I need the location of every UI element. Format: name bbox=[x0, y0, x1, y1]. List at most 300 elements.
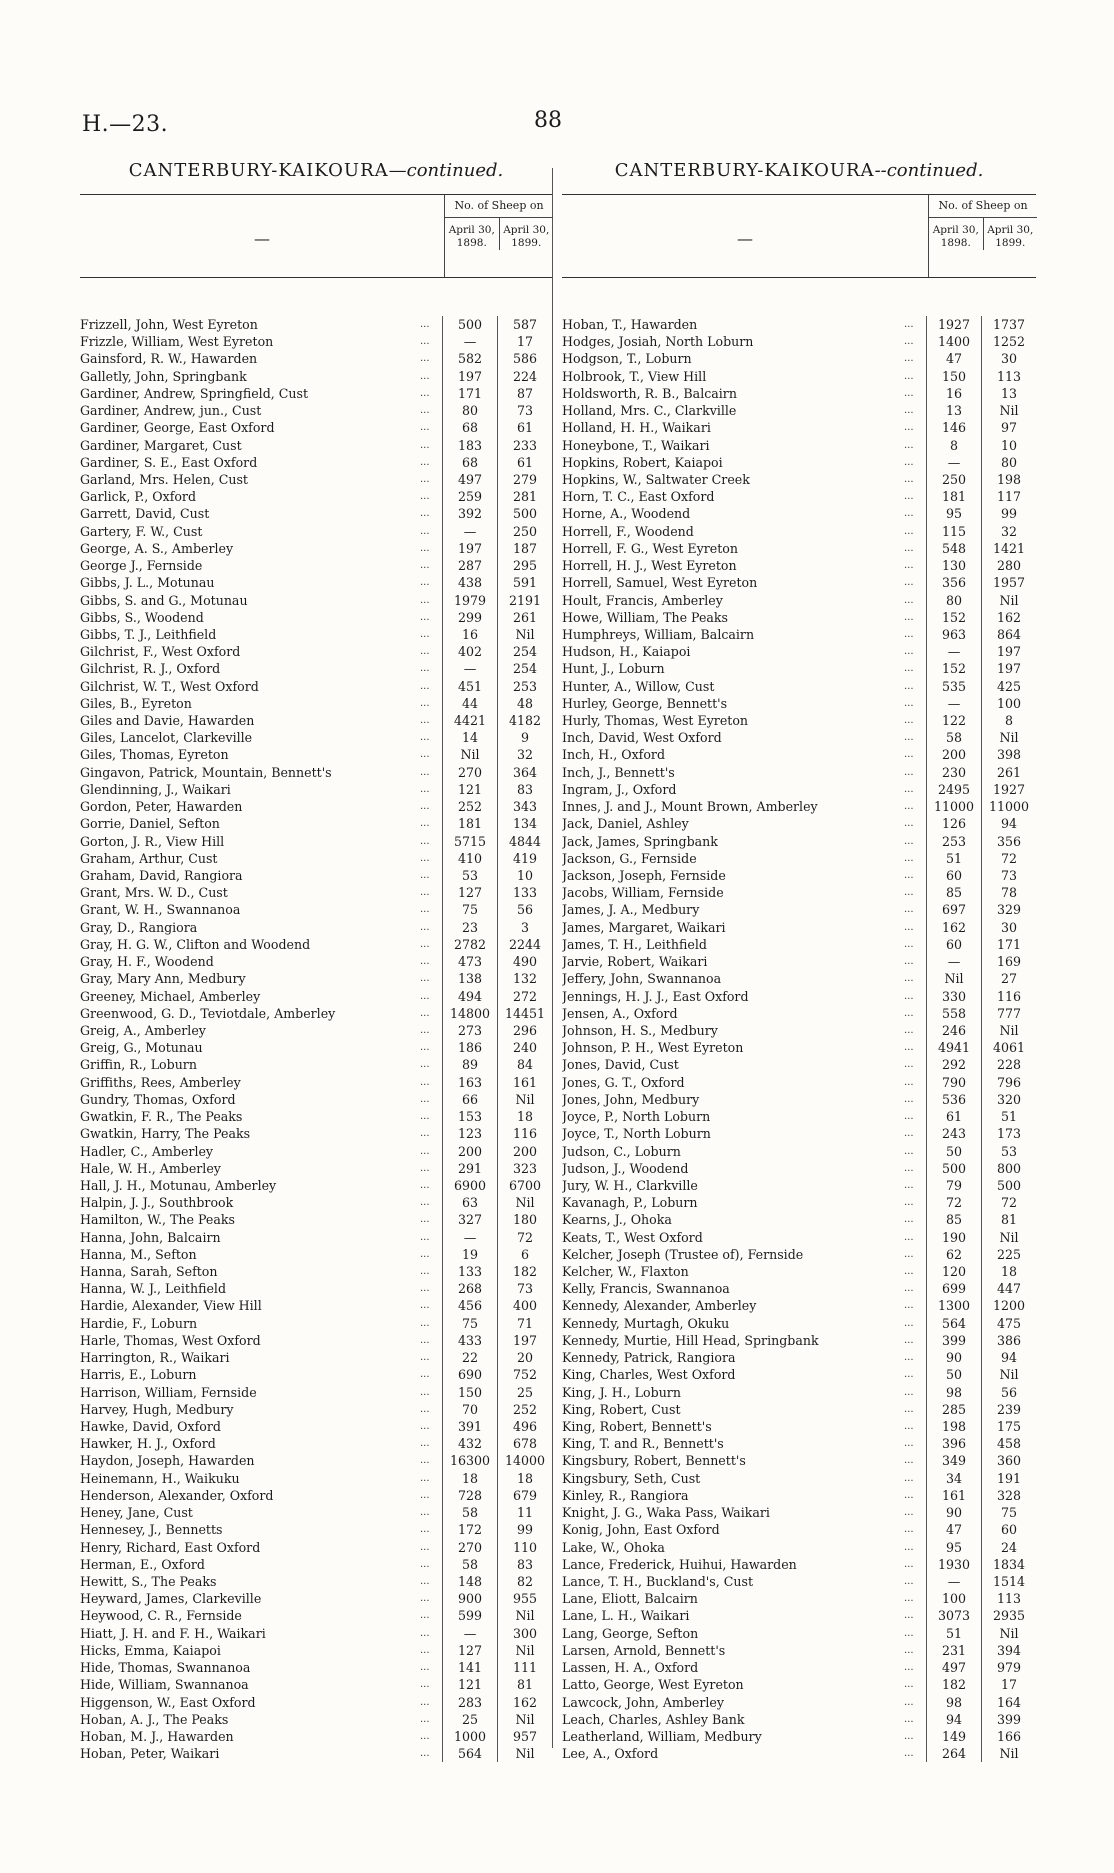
leader-dots: ... bbox=[904, 456, 914, 468]
table-row bbox=[80, 488, 552, 505]
table-row bbox=[562, 1108, 1036, 1125]
leader-dots: ... bbox=[420, 1627, 430, 1639]
owner-name: Harrington, R., Waikari bbox=[80, 1350, 230, 1366]
leader-dots: ... bbox=[420, 1317, 430, 1329]
table-row bbox=[562, 660, 1036, 677]
table-row bbox=[562, 1487, 1036, 1504]
sheep-1899: 261 bbox=[497, 609, 552, 626]
owner-name: Giles and Davie, Hawarden bbox=[80, 713, 255, 729]
sheep-1899: 1421 bbox=[981, 540, 1036, 557]
sheep-1898: 153 bbox=[442, 1108, 497, 1125]
section-title-suffix: --continued. bbox=[874, 160, 984, 181]
col-1898-header: April 30, 1898. bbox=[448, 224, 495, 249]
sheep-1899: 20 bbox=[497, 1349, 552, 1366]
table-row bbox=[562, 1642, 1036, 1659]
owner-name: Haydon, Joseph, Hawarden bbox=[80, 1453, 255, 1469]
sheep-1898: Nil bbox=[442, 746, 497, 763]
leader-dots: ... bbox=[420, 990, 430, 1002]
table-row bbox=[562, 540, 1036, 557]
section-title bbox=[562, 160, 1036, 184]
owner-name: Lance, Frederick, Huihui, Hawarden bbox=[562, 1556, 797, 1572]
table-header bbox=[80, 194, 552, 278]
owner-name: Jury, W. H., Clarkville bbox=[562, 1177, 698, 1193]
leader-dots: ... bbox=[420, 1455, 430, 1467]
owner-name: Konig, John, East Oxford bbox=[562, 1522, 720, 1538]
leader-dots: ... bbox=[904, 887, 914, 899]
sheep-1898: 98 bbox=[926, 1384, 981, 1401]
owner-name: Griffiths, Rees, Amberley bbox=[80, 1074, 241, 1090]
owner-name: Knight, J. G., Waka Pass, Waikari bbox=[562, 1505, 770, 1521]
sheep-1898: 690 bbox=[442, 1366, 497, 1383]
leader-dots: ... bbox=[420, 1197, 430, 1209]
leader-dots: ... bbox=[420, 904, 430, 916]
sheep-1898: 68 bbox=[442, 419, 497, 436]
leader-dots: ... bbox=[420, 766, 430, 778]
sheep-1898: — bbox=[926, 953, 981, 970]
table-row bbox=[562, 850, 1036, 867]
table-row bbox=[80, 1039, 552, 1056]
sheep-1899: 320 bbox=[981, 1091, 1036, 1108]
owner-name: Graham, Arthur, Cust bbox=[80, 850, 218, 866]
sheep-1899: 197 bbox=[497, 1332, 552, 1349]
sheep-1899: 500 bbox=[497, 505, 552, 522]
table-row bbox=[562, 919, 1036, 936]
sheep-1899: 281 bbox=[497, 488, 552, 505]
table-row bbox=[562, 678, 1036, 695]
sheep-1898: 2782 bbox=[442, 936, 497, 953]
sheep-1898: 4421 bbox=[442, 712, 497, 729]
right-column bbox=[562, 160, 1036, 1762]
table-row bbox=[562, 953, 1036, 970]
sheep-1898: 5715 bbox=[442, 833, 497, 850]
owner-name: Lance, T. H., Buckland's, Cust bbox=[562, 1573, 754, 1589]
leader-dots: ... bbox=[420, 491, 430, 503]
sheep-1899: 425 bbox=[981, 678, 1036, 695]
table-row bbox=[80, 1332, 552, 1349]
table-row bbox=[80, 1470, 552, 1487]
sheep-1899: 14000 bbox=[497, 1452, 552, 1469]
leader-dots: ... bbox=[420, 1024, 430, 1036]
owner-name: Hunter, A., Willow, Cust bbox=[562, 678, 715, 694]
sheep-1898: 183 bbox=[442, 437, 497, 454]
table-row bbox=[80, 695, 552, 712]
sheep-1899: 400 bbox=[497, 1297, 552, 1314]
table-row bbox=[80, 1143, 552, 1160]
table-row bbox=[80, 901, 552, 918]
leader-dots: ... bbox=[420, 1713, 430, 1725]
leader-dots: ... bbox=[904, 1334, 914, 1346]
leader-dots: ... bbox=[420, 1421, 430, 1432]
sheep-1898: 80 bbox=[442, 402, 497, 419]
sheep-1899: 161 bbox=[497, 1074, 552, 1091]
sheep-1899: 48 bbox=[497, 695, 552, 712]
leader-dots: ... bbox=[420, 1524, 430, 1536]
table-row bbox=[80, 643, 552, 660]
sheep-1899: Nil bbox=[981, 592, 1036, 609]
page-reference: H.—23. bbox=[82, 112, 169, 137]
table-row bbox=[80, 574, 552, 591]
table-row bbox=[80, 1418, 552, 1435]
sheep-1899: 51 bbox=[981, 1108, 1036, 1125]
sheep-1899: 13 bbox=[981, 385, 1036, 402]
table-row bbox=[80, 454, 552, 471]
leader-dots: ... bbox=[904, 508, 914, 520]
leader-dots: ... bbox=[904, 697, 914, 709]
sheep-1898: 268 bbox=[442, 1280, 497, 1297]
owner-name: Hurley, George, Bennett's bbox=[562, 695, 728, 711]
sheep-1899: 253 bbox=[497, 678, 552, 695]
table-row bbox=[562, 695, 1036, 712]
leader-dots: ... bbox=[904, 1248, 914, 1260]
sheep-1898: 456 bbox=[442, 1297, 497, 1314]
sheep-1898: 1979 bbox=[442, 592, 497, 609]
leader-dots: ... bbox=[420, 663, 430, 675]
sheep-1898: 1930 bbox=[926, 1556, 981, 1573]
table-row bbox=[80, 1590, 552, 1607]
sheep-1898: 25 bbox=[442, 1711, 497, 1728]
owner-name: Jackson, G., Fernside bbox=[562, 850, 697, 866]
sheep-1898: 14800 bbox=[442, 1005, 497, 1022]
sheep-1899: 30 bbox=[981, 919, 1036, 936]
leader-dots: ... bbox=[420, 1111, 430, 1123]
sheep-1898: 181 bbox=[442, 815, 497, 832]
sheep-1898: — bbox=[442, 1625, 497, 1642]
leader-dots: ... bbox=[904, 646, 914, 658]
sheep-1899: 8 bbox=[981, 712, 1036, 729]
leader-dots: ... bbox=[904, 1713, 914, 1725]
sheep-1898: 150 bbox=[926, 368, 981, 385]
table-row bbox=[562, 1745, 1036, 1762]
leader-dots: ... bbox=[420, 715, 430, 727]
sheep-1898: 123 bbox=[442, 1125, 497, 1142]
sheep-1899: 224 bbox=[497, 368, 552, 385]
leader-dots: ... bbox=[904, 422, 914, 434]
table-row bbox=[562, 1297, 1036, 1314]
owner-name: Gwatkin, Harry, The Peaks bbox=[80, 1126, 251, 1142]
sheep-1899: 4061 bbox=[981, 1039, 1036, 1056]
sheep-1898: 75 bbox=[442, 901, 497, 918]
sheep-1898: 410 bbox=[442, 850, 497, 867]
leader-dots: ... bbox=[904, 732, 914, 744]
owner-name: Harrison, William, Fernside bbox=[80, 1384, 257, 1400]
leader-dots: ... bbox=[420, 1696, 430, 1708]
leader-dots: ... bbox=[420, 1059, 430, 1071]
table-row bbox=[562, 574, 1036, 591]
leader-dots: ... bbox=[904, 1438, 914, 1450]
owner-name: Joyce, P., North Loburn bbox=[562, 1109, 711, 1125]
table-row bbox=[80, 746, 552, 763]
sheep-1898: 1927 bbox=[926, 316, 981, 333]
sheep-1898: 697 bbox=[926, 901, 981, 918]
owner-name: Leatherland, William, Medbury bbox=[562, 1728, 762, 1744]
owner-name: Greenwood, G. D., Teviotdale, Amberley bbox=[80, 1005, 336, 1021]
sheep-1899: 72 bbox=[497, 1229, 552, 1246]
sheep-1899: 679 bbox=[497, 1487, 552, 1504]
owner-name: Gundry, Thomas, Oxford bbox=[80, 1091, 236, 1107]
table-row bbox=[562, 746, 1036, 763]
owner-name: Lane, Eliott, Balcairn bbox=[562, 1591, 698, 1607]
owner-name: Howe, William, The Peaks bbox=[562, 609, 729, 625]
sheep-1899: 228 bbox=[981, 1056, 1036, 1073]
sheep-1898: 564 bbox=[926, 1315, 981, 1332]
table-row bbox=[80, 1056, 552, 1073]
sheep-1899: 2191 bbox=[497, 592, 552, 609]
sheep-1899: 81 bbox=[981, 1211, 1036, 1228]
sheep-1899: 133 bbox=[497, 884, 552, 901]
sheep-1899: 233 bbox=[497, 437, 552, 454]
leader-dots: ... bbox=[904, 1748, 914, 1760]
table-row bbox=[562, 1246, 1036, 1263]
leader-dots: ... bbox=[904, 904, 914, 916]
sheep-1899: 97 bbox=[981, 419, 1036, 436]
sheep-1899: 254 bbox=[497, 660, 552, 677]
sheep-1898: 141 bbox=[442, 1659, 497, 1676]
table-row bbox=[562, 884, 1036, 901]
table-row bbox=[562, 1160, 1036, 1177]
leader-dots: ... bbox=[420, 456, 430, 468]
sheep-1899: 73 bbox=[497, 402, 552, 419]
table-row bbox=[562, 402, 1036, 419]
owner-name: Kinley, R., Rangiora bbox=[562, 1487, 689, 1503]
owner-name: Gray, H. G. W., Clifton and Woodend bbox=[80, 936, 311, 952]
sheep-1898: 16300 bbox=[442, 1452, 497, 1469]
table-row bbox=[562, 901, 1036, 918]
owner-name: Lane, L. H., Waikari bbox=[562, 1608, 690, 1624]
leader-dots: ... bbox=[904, 1610, 914, 1622]
leader-dots: ... bbox=[904, 1472, 914, 1484]
table-row bbox=[562, 1211, 1036, 1228]
table-row bbox=[562, 505, 1036, 522]
table-row bbox=[562, 1659, 1036, 1676]
owner-name: Giles, Thomas, Eyreton bbox=[80, 747, 229, 763]
table-row bbox=[80, 1504, 552, 1521]
owner-name: Kennedy, Murtagh, Okuku bbox=[562, 1315, 730, 1331]
table-row bbox=[80, 1315, 552, 1332]
table-row bbox=[80, 1607, 552, 1624]
leader-dots: ... bbox=[420, 1662, 430, 1674]
owner-name: Kearns, J., Ohoka bbox=[562, 1212, 672, 1228]
sheep-count-header bbox=[444, 195, 553, 277]
table-row bbox=[80, 953, 552, 970]
sheep-1898: 252 bbox=[442, 798, 497, 815]
sheep-1899: 132 bbox=[497, 970, 552, 987]
owner-name: Jones, David, Cust bbox=[562, 1057, 679, 1073]
leader-dots: ... bbox=[904, 1593, 914, 1605]
sheep-1899: 587 bbox=[497, 316, 552, 333]
sheep-1898: 89 bbox=[442, 1056, 497, 1073]
owner-name: Kelcher, Joseph (Trustee of), Fernside bbox=[562, 1246, 804, 1262]
leader-dots: ... bbox=[904, 387, 914, 399]
owner-name: Hall, J. H., Motunau, Amberley bbox=[80, 1177, 277, 1193]
owner-name: Gilchrist, W. T., West Oxford bbox=[80, 678, 259, 694]
sheep-1899: 84 bbox=[497, 1056, 552, 1073]
owner-name: Lang, George, Sefton bbox=[562, 1625, 699, 1641]
sheep-1899: 116 bbox=[497, 1125, 552, 1142]
sheep-1898: 22 bbox=[442, 1349, 497, 1366]
owner-name: Hanna, Sarah, Sefton bbox=[80, 1264, 218, 1280]
table-row bbox=[562, 609, 1036, 626]
owner-name: Gardiner, George, East Oxford bbox=[80, 420, 275, 436]
sheep-1899: 279 bbox=[497, 471, 552, 488]
sheep-1898: 438 bbox=[442, 574, 497, 591]
sheep-1899: 83 bbox=[497, 781, 552, 798]
table-row bbox=[562, 1728, 1036, 1745]
sheep-1899: 272 bbox=[497, 988, 552, 1005]
leader-dots: ... bbox=[420, 387, 430, 399]
table-row bbox=[562, 1332, 1036, 1349]
sheep-1899: 796 bbox=[981, 1074, 1036, 1091]
sheep-1898: 148 bbox=[442, 1573, 497, 1590]
sheep-1898: — bbox=[926, 695, 981, 712]
owner-name: Heyward, James, Clarkeville bbox=[80, 1591, 262, 1607]
sheep-1899: Nil bbox=[497, 1194, 552, 1211]
leader-dots: ... bbox=[904, 1507, 914, 1519]
sheep-1898: 11000 bbox=[926, 798, 981, 815]
sheep-1898: 163 bbox=[442, 1074, 497, 1091]
table-row bbox=[562, 592, 1036, 609]
owner-name: Hiatt, J. H. and F. H., Waikari bbox=[80, 1625, 266, 1641]
sheep-1899: 864 bbox=[981, 626, 1036, 643]
owner-name: Johnson, P. H., West Eyreton bbox=[562, 1040, 744, 1056]
leader-dots: ... bbox=[420, 1231, 430, 1243]
owner-name: Graham, David, Rangiora bbox=[80, 868, 243, 883]
table-row bbox=[562, 867, 1036, 884]
owner-name: Kelcher, W., Flaxton bbox=[562, 1264, 689, 1280]
leader-dots: ... bbox=[420, 1472, 430, 1484]
sheep-1898: 50 bbox=[926, 1143, 981, 1160]
leader-dots: ... bbox=[420, 956, 430, 968]
owner-name: Giles, Lancelot, Clarkeville bbox=[80, 730, 253, 746]
sheep-1898: 330 bbox=[926, 988, 981, 1005]
sheep-1898: 500 bbox=[926, 1160, 981, 1177]
sheep-1898: 172 bbox=[442, 1521, 497, 1538]
owner-name: Gwatkin, F. R., The Peaks bbox=[80, 1109, 243, 1125]
owner-name: Henderson, Alexander, Oxford bbox=[80, 1487, 274, 1503]
sheep-1899: Nil bbox=[981, 402, 1036, 419]
table-row bbox=[80, 1521, 552, 1538]
sheep-1899: 113 bbox=[981, 368, 1036, 385]
table-row bbox=[80, 781, 552, 798]
table-row bbox=[80, 385, 552, 402]
sheep-1899: 360 bbox=[981, 1452, 1036, 1469]
leader-dots: ... bbox=[904, 1541, 914, 1553]
section-title-suffix: —continued. bbox=[388, 160, 504, 181]
owner-name: Lassen, H. A., Oxford bbox=[562, 1660, 699, 1676]
owner-name: Horn, T. C., East Oxford bbox=[562, 489, 715, 505]
table-row bbox=[562, 333, 1036, 350]
leader-dots: ... bbox=[904, 1283, 914, 1295]
sheep-1898: 182 bbox=[926, 1676, 981, 1693]
owner-name: Griffin, R., Loburn bbox=[80, 1057, 197, 1073]
sheep-1899: 182 bbox=[497, 1263, 552, 1280]
table-row bbox=[80, 1091, 552, 1108]
leader-dots: ... bbox=[904, 628, 914, 640]
owner-name: Larsen, Arnold, Bennett's bbox=[562, 1642, 726, 1658]
table-row bbox=[80, 592, 552, 609]
table-row bbox=[80, 1194, 552, 1211]
owner-name: Hoban, T., Hawarden bbox=[562, 317, 698, 332]
sheep-1899: 252 bbox=[497, 1401, 552, 1418]
owner-name: Gingavon, Patrick, Mountain, Bennett's bbox=[80, 764, 332, 780]
leader-dots: ... bbox=[420, 1386, 430, 1398]
leader-dots: ... bbox=[420, 1076, 430, 1088]
sheep-1898: 149 bbox=[926, 1728, 981, 1745]
table-row bbox=[80, 505, 552, 522]
sheep-1899: 197 bbox=[981, 643, 1036, 660]
table-row bbox=[80, 1435, 552, 1452]
sheep-1898: 198 bbox=[926, 1418, 981, 1435]
owner-name: Greig, A., Amberley bbox=[80, 1022, 206, 1038]
sheep-header-title: No. of Sheep on bbox=[445, 195, 553, 218]
sheep-1899: 175 bbox=[981, 1418, 1036, 1435]
table-row bbox=[80, 1160, 552, 1177]
leader-dots: ... bbox=[420, 1007, 430, 1019]
sheep-1899: 110 bbox=[497, 1539, 552, 1556]
owner-name: Johnson, H. S., Medbury bbox=[562, 1022, 718, 1038]
owner-name: Hudson, H., Kaiapoi bbox=[562, 644, 691, 660]
sheep-1899: 18 bbox=[981, 1263, 1036, 1280]
table-row bbox=[562, 798, 1036, 815]
owner-name: Higgenson, W., East Oxford bbox=[80, 1694, 256, 1710]
table-row bbox=[562, 1470, 1036, 1487]
sheep-1898: 599 bbox=[442, 1607, 497, 1624]
sheep-1899: 61 bbox=[497, 454, 552, 471]
leader-dots: ... bbox=[420, 870, 430, 881]
leader-dots: ... bbox=[904, 1679, 914, 1691]
sheep-1898: 186 bbox=[442, 1039, 497, 1056]
owner-name: Horrell, Samuel, West Eyreton bbox=[562, 575, 758, 591]
sheep-1899: Nil bbox=[497, 1711, 552, 1728]
sheep-1898: 18 bbox=[442, 1470, 497, 1487]
leader-dots: ... bbox=[904, 1076, 914, 1088]
sheep-1898: 50 bbox=[926, 1366, 981, 1383]
leader-dots: ... bbox=[904, 990, 914, 1002]
section-title-text: CANTERBURY-KAIKOURA bbox=[614, 160, 875, 181]
owner-name: Hewitt, S., The Peaks bbox=[80, 1573, 217, 1589]
sheep-1898: 63 bbox=[442, 1194, 497, 1211]
owner-name: Hicks, Emma, Kaiapoi bbox=[80, 1642, 221, 1658]
table-row bbox=[80, 316, 552, 333]
table-row bbox=[80, 402, 552, 419]
table-row bbox=[562, 988, 1036, 1005]
leader-dots: ... bbox=[420, 1128, 430, 1140]
owner-name: Garlick, P., Oxford bbox=[80, 489, 197, 505]
sheep-1899: 800 bbox=[981, 1160, 1036, 1177]
sheep-1899: 1927 bbox=[981, 781, 1036, 798]
sheep-1899: 162 bbox=[981, 609, 1036, 626]
sheep-1899: 87 bbox=[497, 385, 552, 402]
leader-dots: ... bbox=[420, 370, 430, 382]
leader-dots: ... bbox=[904, 1644, 914, 1656]
sheep-1898: 60 bbox=[926, 867, 981, 884]
sheep-1899: Nil bbox=[981, 1625, 1036, 1642]
sheep-1899: 254 bbox=[497, 643, 552, 660]
leader-dots: ... bbox=[904, 336, 914, 348]
owner-name: Holland, Mrs. C., Clarkville bbox=[562, 403, 737, 419]
table-row bbox=[80, 1401, 552, 1418]
owner-name: Kavanagh, P., Loburn bbox=[562, 1195, 698, 1211]
table-row bbox=[80, 729, 552, 746]
table-row bbox=[80, 936, 552, 953]
leader-dots: ... bbox=[420, 749, 430, 761]
owner-name: Giles, B., Eyreton bbox=[80, 695, 192, 711]
sheep-1898: 197 bbox=[442, 540, 497, 557]
owner-name: Holdsworth, R. B., Balcairn bbox=[562, 385, 737, 401]
sheep-1899: 1957 bbox=[981, 574, 1036, 591]
table-row bbox=[80, 815, 552, 832]
sheep-1899: 180 bbox=[497, 1211, 552, 1228]
sheep-1899: 191 bbox=[981, 1470, 1036, 1487]
